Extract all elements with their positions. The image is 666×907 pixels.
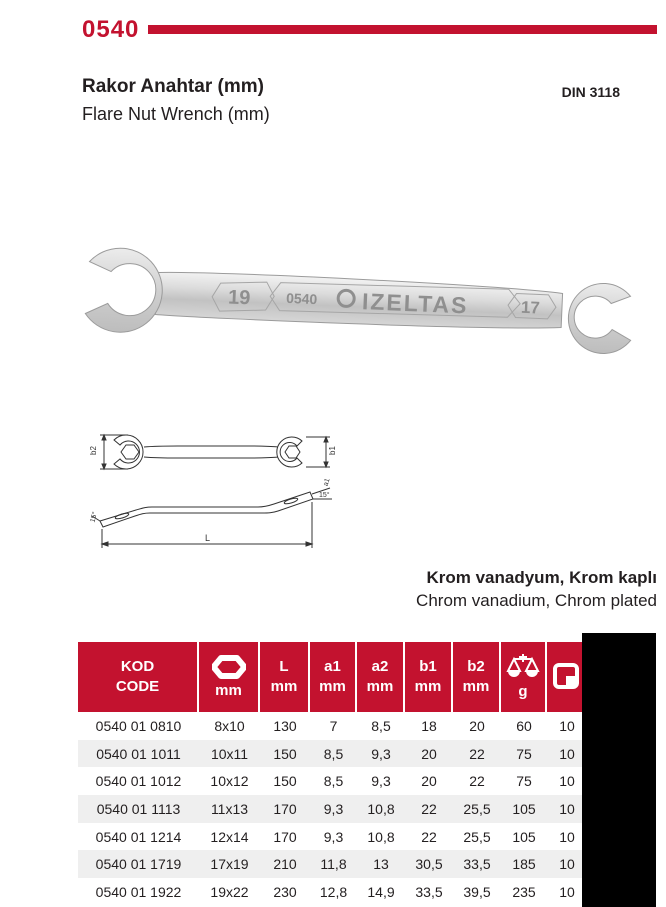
table-cell: 10 xyxy=(559,717,575,734)
table-cell: 185 xyxy=(512,856,536,873)
header-cell-L: L mm xyxy=(260,642,308,712)
spec-table xyxy=(78,642,587,906)
marking-left-size: 19 xyxy=(227,286,251,310)
table-cell: 8,5 xyxy=(371,717,391,734)
angle-label-left: 15° xyxy=(89,511,100,524)
table-cell: 9,3 xyxy=(371,773,391,790)
header-cell-a2: a2 mm xyxy=(357,642,403,712)
table-cell: 10x11 xyxy=(210,745,249,762)
table-cell: 10 xyxy=(559,883,575,900)
header-rule xyxy=(148,25,657,34)
table-row xyxy=(78,740,587,768)
table-cell: 0540 01 0810 xyxy=(95,717,182,734)
angle-label-right: 15° xyxy=(319,492,330,499)
table-row xyxy=(78,823,587,851)
table-cell: 150 xyxy=(273,773,297,790)
table-cell: 9,3 xyxy=(371,745,391,762)
table-cell: 10 xyxy=(559,773,575,790)
page-edge-black-tab xyxy=(582,633,656,907)
table-cell: 130 xyxy=(273,717,297,734)
table-cell: 20 xyxy=(469,717,485,734)
table-cell: 10 xyxy=(559,828,575,845)
table-cell: 235 xyxy=(512,883,536,900)
table-cell: 0540 01 1011 xyxy=(96,745,181,762)
table-cell: 0540 01 1719 xyxy=(95,856,182,873)
product-title-en: Flare Nut Wrench (mm) xyxy=(82,104,270,124)
technical-drawing xyxy=(86,420,342,562)
table-cell: 18 xyxy=(421,717,437,734)
dim-label-L: L xyxy=(205,533,211,543)
spec-table-body xyxy=(78,712,587,906)
table-cell: 22 xyxy=(469,773,485,790)
wrench-photo xyxy=(70,225,650,380)
table-cell: 22 xyxy=(421,828,437,845)
table-cell: 210 xyxy=(273,856,297,873)
header-code-label: CODE xyxy=(115,678,160,695)
dim-label-b2: b2 xyxy=(89,446,98,455)
table-cell: 13 xyxy=(373,856,389,873)
dim-label-a1: a1 xyxy=(322,477,332,488)
header-cell-b1: b1 mm xyxy=(405,642,451,712)
table-cell: 8,5 xyxy=(323,745,344,762)
marking-brand: IZELTAS xyxy=(361,288,469,319)
table-cell: 170 xyxy=(273,800,297,817)
marking-right-size: 17 xyxy=(520,297,541,318)
header-weight-unit: g xyxy=(518,683,528,700)
table-cell: 0540 01 1012 xyxy=(95,773,182,790)
table-cell: 20 xyxy=(421,773,437,790)
table-row xyxy=(78,795,587,823)
table-cell: 12,8 xyxy=(319,883,348,900)
table-cell: 0540 01 1113 xyxy=(96,800,181,817)
table-cell: 10 xyxy=(559,800,575,817)
table-cell: 150 xyxy=(273,745,297,762)
table-row xyxy=(78,767,587,795)
spec-table-header xyxy=(78,642,587,712)
header-size-unit: mm xyxy=(215,682,242,699)
table-cell: 11,8 xyxy=(320,856,347,873)
hex-nut-icon xyxy=(212,654,246,680)
table-cell: 25,5 xyxy=(463,828,491,845)
wrench-left-head xyxy=(85,247,164,334)
header-cell-b2: b2 mm xyxy=(453,642,499,712)
table-cell: 33,5 xyxy=(415,883,443,900)
table-cell: 25,5 xyxy=(463,800,491,817)
table-cell: 170 xyxy=(273,828,297,845)
header-cell-a1: a1 mm xyxy=(310,642,355,712)
table-cell: 39,5 xyxy=(463,883,491,900)
table-cell: 10,8 xyxy=(367,828,395,845)
table-cell: 105 xyxy=(512,800,536,817)
table-cell: 11x13 xyxy=(210,800,249,817)
header-cell-code xyxy=(78,642,197,712)
table-cell: 230 xyxy=(273,883,297,900)
wrench-shaft xyxy=(155,270,563,332)
marking-code: 0540 xyxy=(285,289,318,308)
page-code: 0540 xyxy=(82,16,140,43)
table-cell: 19x22 xyxy=(210,883,249,900)
table-cell: 60 xyxy=(516,717,532,734)
wrench-right-head xyxy=(567,282,633,355)
table-cell: 10 xyxy=(559,745,575,762)
table-cell: 8x10 xyxy=(214,717,245,734)
table-cell: 20 xyxy=(421,745,437,762)
table-cell: 10,8 xyxy=(367,800,395,817)
material-line-tr: Krom vanadyum, Krom kaplı xyxy=(426,568,657,587)
table-cell: 105 xyxy=(512,828,536,845)
table-row xyxy=(78,712,587,740)
scale-icon xyxy=(505,653,541,681)
table-cell: 0540 01 1214 xyxy=(95,828,182,845)
header-cell-weight xyxy=(501,642,545,712)
table-row xyxy=(78,850,587,878)
table-cell: 75 xyxy=(516,773,532,790)
product-title-tr: Rakor Anahtar (mm) xyxy=(82,76,264,97)
table-cell: 12x14 xyxy=(210,828,249,845)
table-cell: 0540 01 1922 xyxy=(95,883,182,900)
table-cell: 8,5 xyxy=(323,773,344,790)
material-line-en: Chrom vanadium, Chrom plated xyxy=(416,591,657,610)
table-row xyxy=(78,878,587,906)
table-cell: 7 xyxy=(329,717,338,734)
table-cell: 14,9 xyxy=(367,883,395,900)
table-cell: 22 xyxy=(469,745,485,762)
dim-label-b1: b1 xyxy=(328,446,337,455)
table-cell: 17x19 xyxy=(210,856,249,873)
header-cell-size xyxy=(199,642,258,712)
header-kod-label: KOD xyxy=(120,658,155,675)
table-cell: 9,3 xyxy=(323,828,344,845)
table-cell: 10 xyxy=(559,856,575,873)
table-cell: 75 xyxy=(516,745,532,762)
table-cell: 9,3 xyxy=(323,800,344,817)
table-cell: 33,5 xyxy=(463,856,491,873)
table-cell: 22 xyxy=(421,800,437,817)
package-icon xyxy=(552,662,582,692)
din-standard: DIN 3118 xyxy=(561,84,620,100)
header-cell-package xyxy=(547,642,587,712)
table-cell: 30,5 xyxy=(415,856,443,873)
table-cell: 10x12 xyxy=(210,773,249,790)
